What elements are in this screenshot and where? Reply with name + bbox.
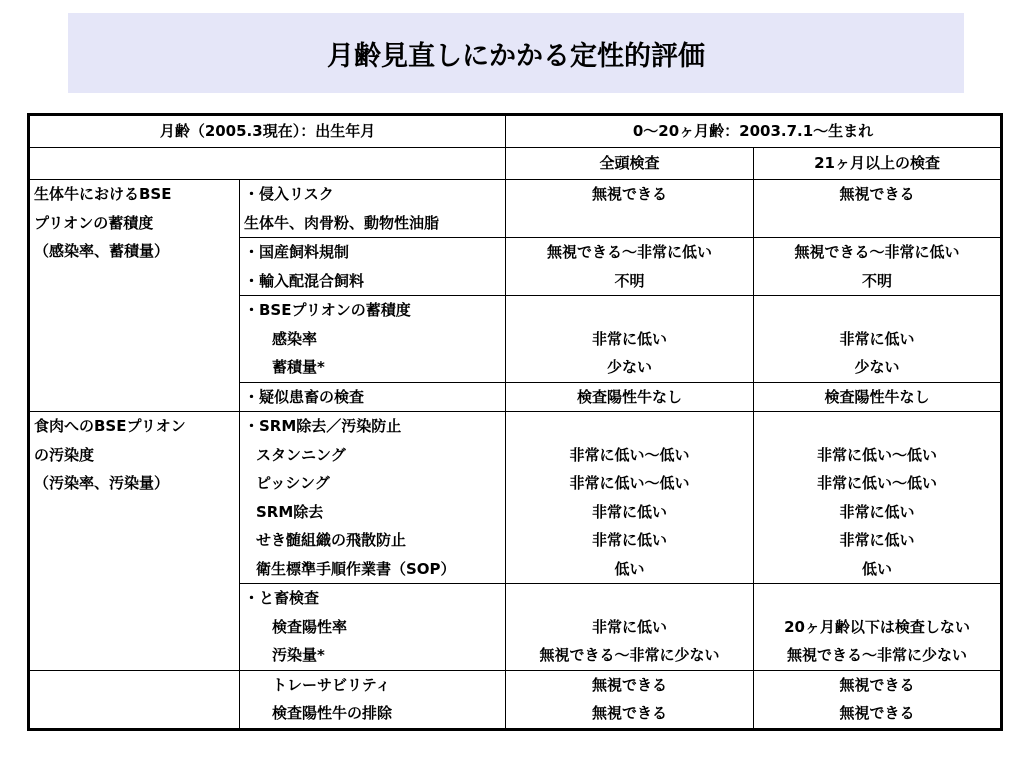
section-label-meat: 食肉へのBSEプリオン の汚染度 （汚染率、汚染量）	[29, 412, 240, 671]
item-cell: ・国産飼料規制 ・輸入配混合飼料	[240, 238, 506, 296]
header-group: 0～20ヶ月齢：2003.7.1～生まれ	[506, 115, 1002, 148]
value-cell: 無視できる	[754, 180, 1002, 238]
table-row	[29, 670, 1002, 729]
section-label-live: 生体牛におけるBSE プリオンの蓄積度 （感染率、蓄積量）	[29, 180, 240, 412]
item-cell: トレーサビリティ 検査陽性牛の排除	[240, 670, 506, 729]
value-cell: 20ヶ月齢以下は検査しない 無視できる～非常に少ない	[754, 584, 1002, 671]
evaluation-table	[27, 113, 1003, 731]
header-row-2	[29, 148, 1002, 180]
value-cell: 非常に低い 無視できる～非常に少ない	[506, 584, 754, 671]
item-cell: ・SRM除去／汚染防止 スタンニング ピッシング SRM除去 せき髄組織の飛散防止 衛生標準手順作業書（SOP）	[240, 412, 506, 584]
table-row	[29, 180, 1002, 238]
value-cell: 無視できる 無視できる	[754, 670, 1002, 729]
value-cell: 無視できる 無視できる	[506, 670, 754, 729]
value-cell: 非常に低い～低い 非常に低い～低い 非常に低い 非常に低い 低い	[506, 412, 754, 584]
value-cell: 検査陽性牛なし	[754, 382, 1002, 412]
item-cell: ・と畜検査 検査陽性率 汚染量*	[240, 584, 506, 671]
section-label-empty	[29, 670, 240, 729]
value-cell: 非常に低い 少ない	[506, 296, 754, 383]
item-cell: ・BSEプリオンの蓄積度 感染率 蓄積量*	[240, 296, 506, 383]
header-row-1	[29, 115, 1002, 148]
value-cell: 無視できる～非常に低い 不明	[506, 238, 754, 296]
header-21-month-inspection: 21ヶ月以上の検査	[754, 148, 1002, 180]
value-cell: 無視できる	[506, 180, 754, 238]
value-cell: 検査陽性牛なし	[506, 382, 754, 412]
item-cell: ・侵入リスク 生体牛、肉骨粉、動物性油脂	[240, 180, 506, 238]
header-empty	[29, 148, 506, 180]
table-row	[29, 412, 1002, 584]
header-age: 月齢（2005.3現在）：出生年月	[29, 115, 506, 148]
value-cell: 非常に低い～低い 非常に低い～低い 非常に低い 非常に低い 低い	[754, 412, 1002, 584]
value-cell: 無視できる～非常に低い 不明	[754, 238, 1002, 296]
title-banner	[68, 13, 964, 93]
page-title: 月齢見直しにかかる定性的評価	[327, 40, 705, 72]
value-cell: 非常に低い 少ない	[754, 296, 1002, 383]
header-full-inspection: 全頭検査	[506, 148, 754, 180]
item-cell: ・疑似患畜の検査	[240, 382, 506, 412]
